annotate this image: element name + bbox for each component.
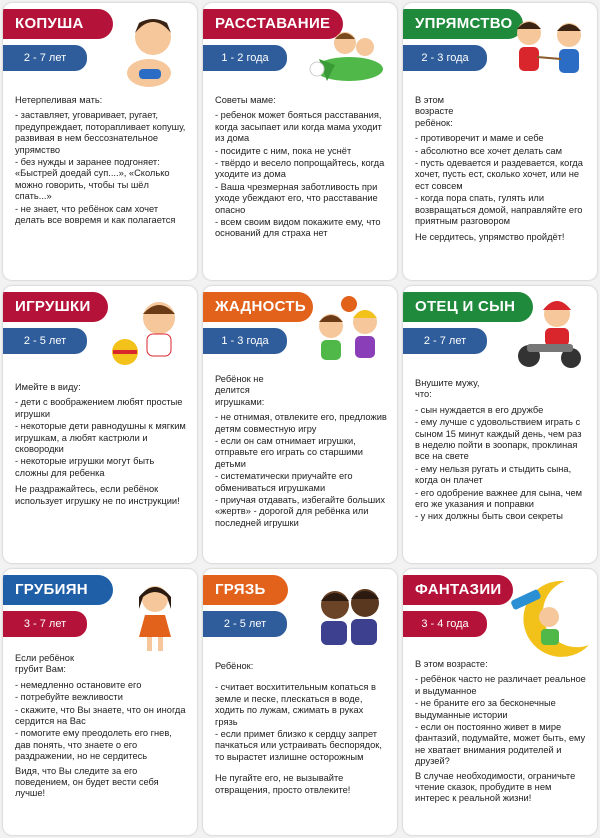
card-title: ЖАДНОСТЬ bbox=[203, 292, 313, 322]
list-item: - систематически приучайте его обмениваться игрушками bbox=[215, 471, 353, 493]
card-intro: Советы маме: bbox=[215, 95, 276, 105]
card-title: ГРУБИЯН bbox=[3, 575, 113, 605]
list-item: - заставляет, уговаривает, ругает, предупреждает, поторапливает копушу, развивая в нем бессознательное упрямство bbox=[15, 110, 186, 155]
card-title: ГРЯЗЬ bbox=[203, 575, 288, 605]
card-age: 1 - 3 года bbox=[203, 328, 287, 354]
list-item: - считает восхитительным копаться в земле и песке, плескаться в воде, ходить по лужам, сжимать в руках грязь bbox=[215, 682, 376, 727]
card-body bbox=[415, 95, 587, 244]
card-age: 2 - 3 года bbox=[403, 45, 487, 71]
card-grubiyan bbox=[3, 569, 197, 835]
list-item: - некоторые игрушки могут быть сложны для ребенка bbox=[15, 456, 155, 478]
list-item: - помогите ему преодолеть его гнев, дав понять, что знаете о его раздражении, но не сердитесь bbox=[15, 728, 172, 762]
card-otets-i-syn bbox=[403, 286, 597, 563]
card-items bbox=[415, 133, 587, 227]
card-title: КОПУША bbox=[3, 9, 113, 39]
card-age: 2 - 7 лет bbox=[3, 45, 87, 71]
list-item: - если он постоянно живет в мире фантазий, подумайте, может быть, ему не хватает внимания родителей и друзей? bbox=[415, 722, 586, 767]
card-gryaz bbox=[203, 569, 397, 835]
list-item: - дети с воображением любят простые игрушки bbox=[15, 397, 183, 419]
list-item: - приучая отдавать, избегайте больших «жертв» - дорогой для ребёнка или последней игрушки bbox=[215, 495, 385, 528]
list-item: - всем своим видом покажите ему, что оснований для страха нет bbox=[215, 217, 381, 239]
card-items bbox=[415, 405, 587, 523]
list-item: - не отнимая, отвлеките его, предложив детям совместную игру bbox=[215, 412, 387, 434]
card-intro: В этом возрасте ребёнок: bbox=[415, 95, 454, 128]
card-age: 2 - 7 лет bbox=[403, 328, 487, 354]
card-items bbox=[215, 110, 387, 239]
card-outro: Видя, что Вы следите за его поведением, он будет вести себя лучше! bbox=[15, 765, 159, 799]
card-title: УПРЯМСТВО bbox=[403, 9, 523, 39]
card-outro: Не пугайте его, не вызывайте отвращения, просто отвлеките! bbox=[215, 773, 351, 795]
list-item: - ему лучше с удовольствием играть с сыном 15 минут каждый день, чем раз в неделю пойти в зоопарк, проклиная все на свете bbox=[415, 417, 582, 462]
card-items bbox=[15, 680, 187, 763]
list-item: - без нужды и заранее подгоняет: «Быстрей доедай суп....», «Сколько можно говорить, чтобы ты шёл спать...» bbox=[15, 157, 170, 202]
card-outro: В случае необходимости, ограничьте чтение сказок, пробудите в нем интерес к реальной жизни! bbox=[415, 770, 576, 804]
card-intro: Если ребёнок грубит Вам: bbox=[15, 653, 75, 675]
list-item: - ему нельзя ругать и стыдить сына, когда он плачет bbox=[415, 463, 572, 486]
list-item: - его одобрение важнее для сына, чем его же указания и поправки bbox=[415, 487, 583, 510]
airplane-illustration bbox=[305, 9, 391, 93]
child-ball-illustration bbox=[105, 292, 191, 376]
list-item: - посидите с ним, пока не уснёт bbox=[215, 145, 352, 156]
list-item: - Ваша чрезмерная заботливость при уходе убеждают его, что расставание опасно bbox=[215, 181, 378, 215]
card-age: 2 - 5 лет bbox=[3, 328, 87, 354]
card-title: ФАНТАЗИИ bbox=[403, 575, 513, 605]
card-items bbox=[415, 674, 587, 767]
children-tug-illustration bbox=[505, 9, 591, 93]
card-rasstavanie bbox=[203, 3, 397, 280]
child-motorbike-illustration bbox=[505, 292, 591, 376]
card-intro: В этом возрасте: bbox=[415, 659, 488, 669]
list-item: - сын нуждается в его дружбе bbox=[415, 404, 544, 415]
card-upryamstvo bbox=[403, 3, 597, 280]
list-item: - скажите, что Вы знаете, что он иногда сердится на Вас bbox=[15, 704, 186, 727]
dirty-children-illustration bbox=[305, 575, 391, 659]
card-title: ИГРУШКИ bbox=[3, 292, 108, 322]
card-kopusha bbox=[3, 3, 197, 280]
children-toy-illustration bbox=[305, 292, 391, 376]
list-item: - не знает, что ребёнок сам хочет делать все вовремя и как полагается bbox=[15, 203, 176, 226]
card-body bbox=[15, 653, 187, 800]
list-item: - немедленно остановите его bbox=[15, 679, 142, 690]
card-items bbox=[15, 110, 187, 226]
girl-illustration bbox=[105, 575, 191, 659]
list-item: - потребуйте вежливости bbox=[15, 692, 123, 703]
list-item: - не браните его за бесконечные выдуманные истории bbox=[415, 698, 556, 720]
card-title: РАССТАВАНИЕ bbox=[203, 9, 343, 39]
card-items bbox=[215, 682, 387, 763]
card-intro: Ребёнок не делится игрушками: bbox=[215, 374, 265, 407]
card-igrushki bbox=[3, 286, 197, 563]
card-intro: Ребёнок: bbox=[215, 661, 254, 671]
card-title: ОТЕЦ И СЫН bbox=[403, 292, 533, 322]
list-item: - некоторые дети равнодушны к мягким игрушкам, а любят кастрюли и сковородки bbox=[15, 421, 186, 455]
list-item: - у них должны быть свои секреты bbox=[415, 511, 563, 522]
card-age: 3 - 4 года bbox=[403, 611, 487, 637]
card-body bbox=[215, 95, 387, 241]
card-outro: Не сердитесь, упрямство пройдёт! bbox=[415, 232, 565, 243]
list-item: - пусть одевается и раздевается, когда хочет, пусть ест, сколько хочет, или не ест совсем bbox=[415, 158, 583, 191]
card-fantazii bbox=[403, 569, 597, 835]
moon-telescope-illustration bbox=[505, 575, 591, 659]
card-body bbox=[215, 661, 387, 796]
list-item: - когда пора спать, гулять или возвращаться домой, направляйте его приятным разговором bbox=[415, 193, 583, 227]
list-item: - противоречит и маме и себе bbox=[415, 133, 544, 144]
card-body bbox=[15, 95, 187, 227]
list-item: - абсолютно все хочет делать сам bbox=[415, 145, 562, 156]
card-zhadnost bbox=[203, 286, 397, 563]
card-age: 3 - 7 лет bbox=[3, 611, 87, 637]
card-items bbox=[215, 412, 387, 529]
card-items bbox=[15, 397, 187, 479]
card-body bbox=[215, 374, 387, 530]
card-body bbox=[415, 659, 587, 805]
list-item: - ребёнок часто не различает реальное и выдуманное bbox=[415, 674, 586, 696]
card-age: 1 - 2 года bbox=[203, 45, 287, 71]
card-intro: Имейте в виду: bbox=[15, 382, 81, 392]
card-body bbox=[15, 382, 187, 507]
card-intro: Нетерпеливая мать: bbox=[15, 95, 103, 105]
list-item: - если он сам отнимает игрушки, отправьте его играть со старшими детьми bbox=[215, 436, 363, 469]
list-item: - ребенок может бояться расставания, когда засыпает или когда мама уходит из дома bbox=[215, 110, 382, 144]
child-illustration bbox=[105, 9, 191, 93]
list-item: - если примет близко к сердцу запрет пачкаться или устраивать беспорядок, то вырастет излишне осторожным bbox=[215, 729, 382, 762]
card-intro: Внушите мужу, что: bbox=[415, 378, 480, 400]
card-body bbox=[415, 378, 587, 524]
card-outro: Не раздражайтесь, если ребёнок использует игрушку не по инструкции! bbox=[15, 484, 180, 506]
list-item: - твёрдо и весело попрощайтесь, когда уходите из дома bbox=[215, 158, 385, 180]
card-age: 2 - 5 лет bbox=[203, 611, 287, 637]
